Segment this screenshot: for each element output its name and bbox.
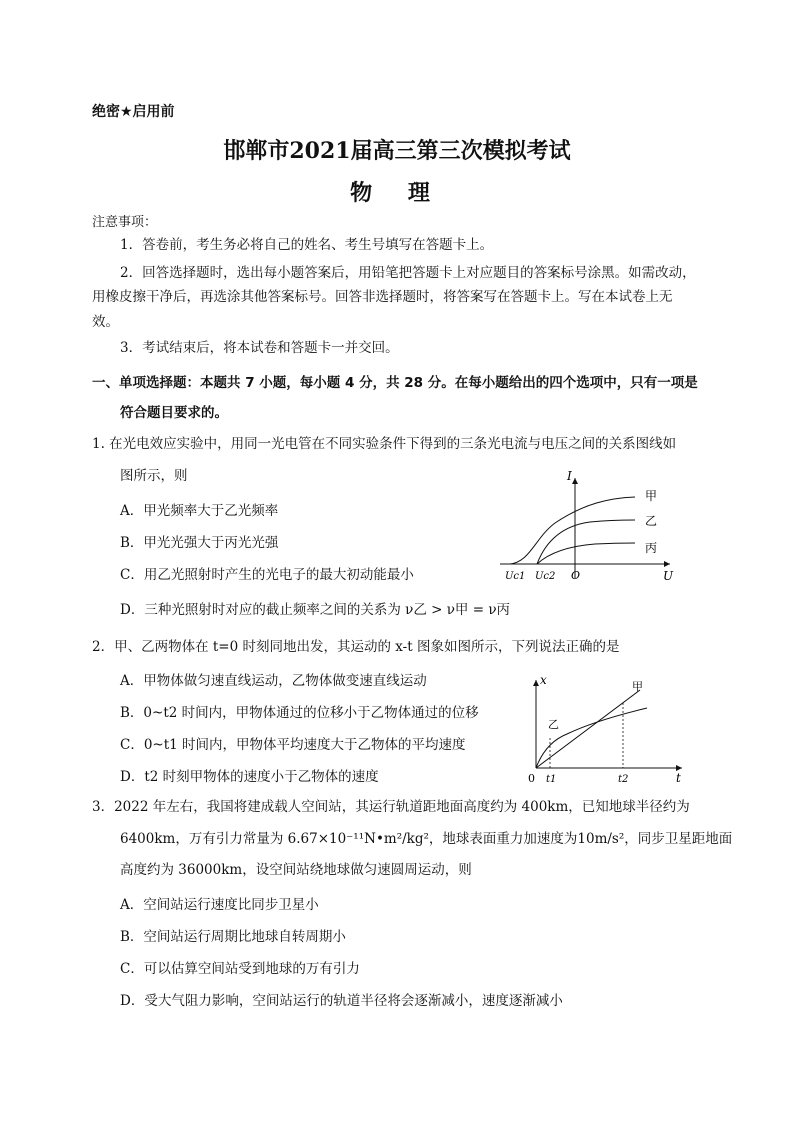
q1-uc1-label: Uc1: [505, 571, 526, 582]
q1-curve-bing: [537, 543, 635, 564]
q1-option-d: D．三种光照射时对应的截止频率之间的关系为 ν乙 > ν甲 = ν丙: [120, 602, 511, 618]
section-heading-line-2: 符合题目要求的。: [120, 405, 228, 421]
q1-stem-line-1: 1. 在光电效应实验中，用同一光电管在不同实验条件下得到的三条光电流与电压之间的关系图线如: [92, 436, 677, 452]
q2-option-a: A．甲物体做匀速直线运动，乙物体做变速直线运动: [120, 673, 427, 689]
q1-option-c: C．用乙光照射时产生的光电子的最大初动能最小: [120, 567, 414, 583]
q1-curve-yi: [537, 520, 635, 564]
q3-option-d: D．受大气阻力影响，空间站运行的轨道半径将会逐渐减小，速度逐渐减小: [120, 993, 563, 1009]
q3-option-a: A．空间站运行速度比同步卫星小: [120, 897, 319, 913]
q1-origin-label: O: [571, 569, 581, 582]
q1-curve-jia: [510, 497, 635, 564]
q1-stem-line-2: 图所示，则: [120, 468, 188, 484]
q2-t2-label: t2: [618, 774, 629, 785]
q2-curve-yi: [536, 708, 647, 768]
q2-xt-graph: [522, 672, 692, 790]
q3-stem-line-1: 3．2022 年左右，我国将建成载人空间站，其运行轨道距地面高度约为 400km，已知地球半径约为: [92, 799, 690, 815]
q2-option-b: B．0~t2 时间内，甲物体通过的位移小于乙物体通过的位移: [120, 705, 479, 721]
notice-item-3: 3．考试结束后，将本试卷和答题卡一并交回。: [120, 340, 399, 356]
q2-x-label: t: [676, 771, 681, 785]
q2-option-d: D．t2 时刻甲物体的速度小于乙物体的速度: [120, 769, 379, 785]
q1-y-label: I: [567, 469, 572, 483]
notice-item-2-line-2: 用橡皮擦干净后，再选涂其他答案标号。回答非选择题时，将答案写在答题卡上。写在本试卷上无: [92, 289, 673, 305]
q1-iv-graph: [495, 468, 685, 586]
notice-item-1: 1．答卷前，考生务必将自己的姓名、考生号填写在答题卡上。: [120, 237, 494, 253]
q1-uc2-label: Uc2: [535, 571, 556, 582]
q2-t1-label: t1: [546, 774, 557, 785]
q1-label-bing: 丙: [645, 541, 658, 555]
q1-option-b: B．甲光光强大于丙光光强: [120, 535, 279, 551]
section-heading-line-1: 一、单项选择题：本题共 7 小题，每小题 4 分，共 28 分。在每小题给出的四个选项中，只有一项是: [92, 375, 698, 391]
q2-origin-label: 0: [528, 772, 535, 785]
secret-label: 绝密★启用前: [92, 104, 175, 120]
q3-option-b: B．空间站运行周期比地球自转周期小: [120, 929, 346, 945]
q2-label-jia: 甲: [632, 680, 643, 693]
q1-label-jia: 甲: [645, 489, 658, 503]
notice-heading: 注意事项：: [92, 215, 158, 230]
q1-label-yi: 乙: [645, 514, 658, 528]
q3-option-c: C．可以估算空间站受到地球的万有引力: [120, 961, 360, 977]
subject-title: 物 理: [350, 180, 444, 206]
q2-y-label: x: [540, 673, 547, 687]
q3-stem-line-2: 6400km，万有引力常量为 6.67×10⁻¹¹N•m²/kg²，地球表面重力加速度为10m/s²，同步卫星距地面: [120, 831, 733, 847]
notice-item-2-line-3: 效。: [92, 314, 119, 330]
notice-item-2-line-1: 2．回答选择题时，选出每小题答案后，用铅笔把答题卡上对应题目的答案标号涂黑。如需改动，: [120, 265, 696, 281]
q1-option-a: A．甲光频率大于乙光频率: [120, 503, 279, 519]
q2-option-c: C．0~t1 时间内，甲物体平均速度大于乙物体的平均速度: [120, 737, 466, 753]
exam-title: 邯郸市2021届高三第三次模拟考试: [223, 138, 571, 164]
q2-stem: 2．甲、乙两物体在 t=0 时刻同地出发，其运动的 x-t 图象如图所示，下列说法正确的是: [92, 639, 620, 655]
q2-label-yi: 乙: [548, 718, 559, 731]
q3-stem-line-3: 高度约为 36000km，设空间站绕地球做匀速圆周运动，则: [120, 862, 472, 878]
q1-x-label: U: [663, 569, 674, 583]
